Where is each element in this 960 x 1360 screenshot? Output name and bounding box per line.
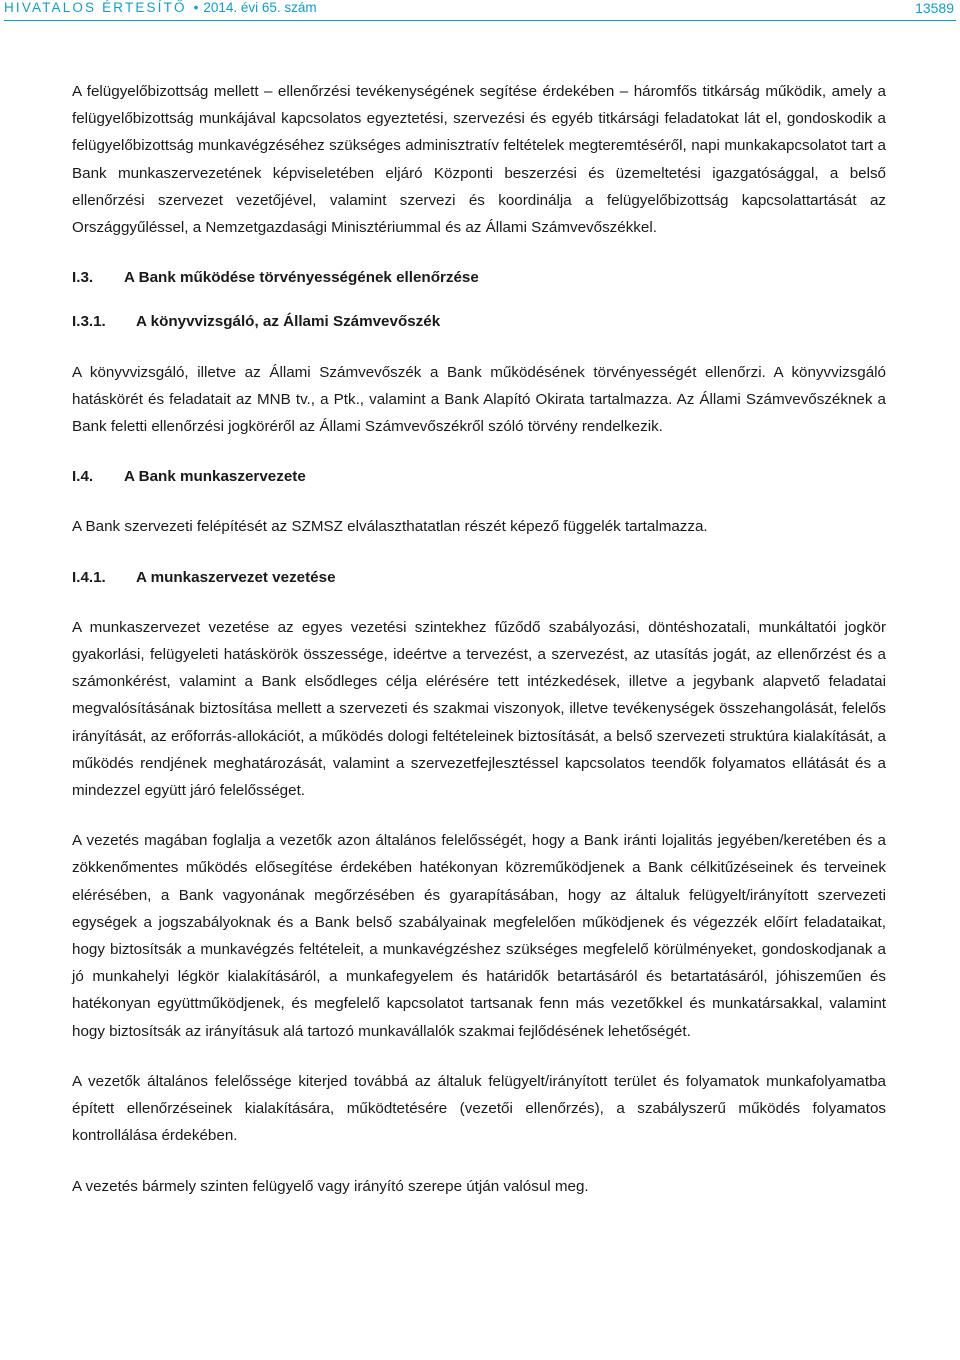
header-separator: • — [193, 0, 199, 15]
paragraph-responsibility: A vezetők általános felelőssége kiterjed továbbá az általuk felügyelt/irányított terület és folyamatok munkafolyamatba épített ellenőrzéseinek kialakítására, működtetésére (vezetői ellenőrzés), a szabályszerű működés folyamatos kontrollálása érdekében. — [72, 1072, 886, 1145]
section-title: A Bank munkaszervezete — [124, 468, 306, 486]
publication-header — [4, 0, 317, 15]
paragraph-organization: A Bank szervezeti felépítését az SZMSZ elválaszthatatlan részét képező függelék tartalmazza. — [72, 518, 708, 536]
paragraph-auditor: A könyvvizsgáló, illetve az Állami Számvevőszék a Bank működésének törvényességét ellenőrzi. A könyvvizsgáló hatáskörét és feladatait az MNB tv., a Ptk., valamint a Bank Alapító Okirata tartalmazza. Az Állami Számvevőszéknek a Bank feletti ellenőrzési jogköréről az Állami Számvevőszékről szóló törvény rendelkezik. — [72, 363, 886, 436]
paragraph-management: A munkaszervezet vezetése az egyes vezetési szintekhez fűződő szabályozási, döntéshozatali, munkáltatói jogkör gyakorlási, felügyeleti hatáskörök összessége, ideértve a tervezést, a szervezést, az utasítás jogát, az ellenőrzést és a számonkérést, valamint a Bank elsődleges célja elérésére tett intézkedések, illetve a jegybank alapvető feladatai megvalósításának biztosítása mellett a szervezeti és szakmai viszonyok, illetve tevékenységek összehangolását, felelős irányítását, az erőforrás-allokációt, a működés dologi feltételeinek biztosítását, a belső szervezeti struktúra kialakítását, a működés rendjének meghatározását, valamint a szervezetfejlesztéssel kapcsolatos teendők folyamatos ellátását és a mindezzel együtt járó felelősséget. — [72, 618, 886, 800]
document-body — [72, 78, 886, 1200]
section-heading-1-4 — [72, 463, 886, 490]
paragraph-final: A vezetés bármely szinten felügyelő vagy irányító szerepe útján valósul meg. — [72, 1177, 589, 1195]
page-header — [0, 0, 960, 22]
section-title: A munkaszervezet vezetése — [136, 568, 336, 586]
section-number: I.3.1. — [72, 313, 106, 331]
page-number: 13589 — [915, 0, 954, 16]
section-heading-1-4-1 — [72, 564, 886, 591]
header-rule — [4, 20, 956, 21]
section-heading-1-3-1 — [72, 308, 886, 335]
section-number: I.4.1. — [72, 568, 106, 586]
paragraph-leaders: A vezetés magában foglalja a vezetők azon általános felelősségét, hogy a Bank iránti lojalitás jegyében/keretében és a zökkenőmentes működés elősegítése érdekében hatékonyan közreműködjenek a Bank célkitűzéseinek és terveinek elérésében, a Bank vagyonának megőrzésében és gyarapításában, hogy az általuk felügyelt/irányított szervezeti egységek a jogszabályoknak és a Bank belső szabályainak megfelelően működjenek és végezzék előírt feladataikat, hogy biztosítsák a munkavégzés feltételeit, a munkavégzéshez szükséges megfelelő körülményeket, gondoskodjanak a jó munkahelyi légkör kialakításáról, a munkafegyelem és határidők betartásáról és betartatásáról, jóhiszeműen és hatékonyan együttműködjenek, és megfelelő kapcsolatot tartsanak fenn más vezetőkkel és munkatársakkal, valamint hogy biztosítsák az irányításuk alá tartozó munkavállalók szakmai fejlődésének lehetőségét. — [72, 832, 886, 1040]
section-number: I.3. — [72, 269, 94, 287]
section-title: A Bank működése törvényességének ellenőrzése — [124, 269, 479, 287]
issue-label: 2014. évi 65. szám — [203, 0, 317, 15]
section-number: I.4. — [72, 468, 94, 486]
section-heading-1-3 — [72, 264, 886, 291]
section-title: A könyvvizsgáló, az Állami Számvevőszék — [136, 313, 441, 331]
publication-title: HIVATALOS ÉRTESÍTŐ — [4, 0, 187, 15]
paragraph-secretariat: A felügyelőbizottság mellett – ellenőrzési tevékenységének segítése érdekében – háromfős titkárság működik, amely a felügyelőbizottság munkájával kapcsolatos egyeztetési, szervezési és egyéb titkársági feladatokat lát el, gondoskodik a felügyelőbizottság munkavégzéséhez szükséges adminisztratív feltételek megteremtéséről, napi munkakapcsolatot tart a Bank munkaszervezetének képviseletében eljáró Központi beszerzési és üzemeltetési igazgatósággal, a belső ellenőrzési szervezet vezetőjével, valamint szervezi és koordinálja a felügyelőbizottság kapcsolattartását az Országgyűléssel, a Nemzetgazdasági Minisztériummal és az Állami Számvevőszékkel. — [72, 83, 886, 237]
